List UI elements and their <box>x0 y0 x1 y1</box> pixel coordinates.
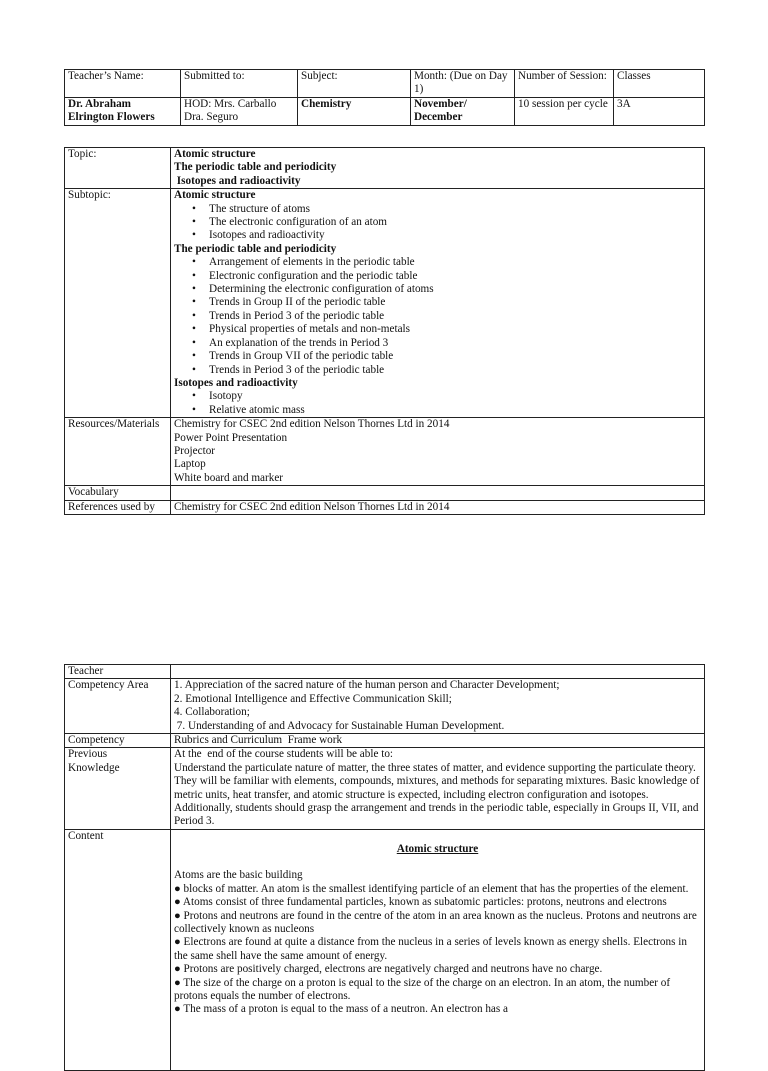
competency-area-list <box>171 679 705 734</box>
month-value: November/ December <box>411 97 515 125</box>
teacher-name-label: Teacher’s Name: <box>65 70 181 98</box>
previous-knowledge-text <box>171 748 705 829</box>
references-row <box>65 500 705 514</box>
month-label: Month: (Due on Day 1) <box>411 70 515 98</box>
list-item: • Isotopes and radioactivity <box>209 229 701 242</box>
list-item: • Trends in Period 3 of the periodic table <box>209 310 701 323</box>
subject-label: Subject: <box>298 70 411 98</box>
list-item: • Isotopy <box>209 390 701 403</box>
competency-area-item: 4. Collaboration; <box>174 706 250 719</box>
spacer <box>174 830 701 843</box>
value-row <box>65 97 705 125</box>
topic-item: Atomic structure <box>174 148 256 160</box>
previous-knowledge-label-line: Previous <box>68 748 108 761</box>
competency-area-item: 1. Appreciation of the sacred nature of the human person and Character Development; <box>174 679 560 692</box>
resource-item: Chemistry for CSEC 2nd edition Nelson Thornes Ltd in 2014 <box>174 418 450 431</box>
list-item: • An explanation of the trends in Period 3 <box>209 337 701 350</box>
submitted-to-value: HOD: Mrs. Carballo Dra. Seguro <box>181 97 298 125</box>
vocabulary-label: Vocabulary <box>65 486 171 500</box>
list-item: • The electronic configuration of an atom <box>209 216 701 229</box>
content-body <box>171 829 705 1070</box>
list-item: • Relative atomic mass <box>209 404 701 417</box>
content-paragraph: ● Electrons are found at quite a distance from the nucleus in a series of levels known as energy shells. Electrons in the same shell have the same amount of energy. <box>174 936 687 962</box>
list-item: • Electronic configuration and the periodic table <box>209 270 701 283</box>
subtopic-group-list <box>174 203 701 243</box>
content-paragraph: Atoms are the basic building <box>174 869 303 882</box>
teacher-name-value: Dr. Abraham Elrington Flowers <box>65 97 181 125</box>
content-paragraph: ● blocks of matter. An atom is the smallest identifying particle of an element that has the properties of the element. <box>174 882 689 895</box>
topic-list <box>171 148 705 189</box>
resource-item: White board and marker <box>174 471 284 484</box>
content-label: Content <box>65 829 171 1070</box>
teacher-label: Teacher <box>65 665 171 679</box>
classes-label: Classes <box>614 70 705 98</box>
teacher-row <box>65 665 705 679</box>
teacher-value <box>171 665 705 679</box>
subtopic-row <box>65 189 705 418</box>
subtopic-label: Subtopic: <box>65 189 171 418</box>
content-paragraph: ● Protons are positively charged, electrons are negatively charged and neutrons have no charge. <box>174 963 603 976</box>
topic-item: The periodic table and periodicity <box>174 161 337 174</box>
subtopic-group-list <box>174 256 701 377</box>
resources-row <box>65 418 705 486</box>
header-table <box>64 69 705 126</box>
content-paragraph: ● Protons and neutrons are found in the centre of the atom in an area known as the nucleus. Protons and neutrons are collectively known as nucleons <box>174 909 697 935</box>
competency-table <box>64 664 705 1071</box>
previous-knowledge-body: Understand the particulate nature of matter, the three states of matter, and evidence supporting the particulate theory. They will be familiar with elements, compounds, mixtures, and methods for separating mixtures. Basic knowledge of metric units, heat transfer, and atomic structure is expected, including electron configuration and isotopes. Additionally, students should grasp the arrangement and trends in the periodic table, especially in Groups II, VII, and Period 3. <box>174 761 700 828</box>
competency-area-item: 2. Emotional Intelligence and Effective Communication Skill; <box>174 692 452 705</box>
content-title: Atomic structure <box>396 842 479 855</box>
list-item: • Trends in Group II of the periodic table <box>209 296 701 309</box>
resources-label: Resources/Materials <box>65 418 171 486</box>
subject-value: Chemistry <box>298 97 411 125</box>
classes-value: 3A <box>614 97 705 125</box>
references-label: References used by <box>65 500 171 514</box>
list-item: • Physical properties of metals and non-metals <box>209 323 701 336</box>
competency-value: Rubrics and Curriculum Frame work <box>171 734 705 748</box>
content-row <box>65 829 705 1070</box>
subtopic-group-heading: Atomic structure <box>174 189 256 202</box>
content-paragraph: ● Atoms consist of three fundamental particles, known as subatomic particles: protons, neutrons and electrons <box>174 896 667 909</box>
subtopic-list <box>171 189 705 418</box>
submitted-to-label: Submitted to: <box>181 70 298 98</box>
topic-label: Topic: <box>65 148 171 189</box>
previous-knowledge-label <box>65 748 171 829</box>
topic-item: Isotopes and radioactivity <box>174 174 301 187</box>
content-paragraph: ● The size of the charge on a proton is equal to the size of the charge on an electron. In an atom, the number of protons equals the number of electrons. <box>174 976 671 1002</box>
resource-item: Projector <box>174 444 216 457</box>
topic-table <box>64 147 705 515</box>
vocabulary-value <box>171 486 705 500</box>
subtopic-group-heading: The periodic table and periodicity <box>174 242 337 255</box>
resource-item: Power Point Presentation <box>174 431 288 444</box>
list-item: • Trends in Group VII of the periodic table <box>209 350 701 363</box>
resources-list <box>171 418 705 486</box>
competency-label: Competency <box>65 734 171 748</box>
list-item: • Determining the electronic configuration of atoms <box>209 283 701 296</box>
competency-area-row <box>65 679 705 734</box>
content-paragraph: ● The mass of a proton is equal to the mass of a neutron. An electron has a <box>174 1003 509 1016</box>
subtopic-group-list <box>174 390 701 417</box>
topic-row <box>65 148 705 189</box>
list-item: • Trends in Period 3 of the periodic table <box>209 364 701 377</box>
references-value: Chemistry for CSEC 2nd edition Nelson Thornes Ltd in 2014 <box>171 500 705 514</box>
sessions-value: 10 session per cycle <box>515 97 614 125</box>
spacer <box>174 856 701 869</box>
competency-area-item: 7. Understanding of and Advocacy for Sustainable Human Development. <box>174 719 505 732</box>
resource-item: Laptop <box>174 458 206 471</box>
competency-area-label: Competency Area <box>65 679 171 734</box>
list-item: • The structure of atoms <box>209 203 701 216</box>
header-row <box>65 70 705 98</box>
sessions-label: Number of Session: <box>515 70 614 98</box>
list-item: • Arrangement of elements in the periodic table <box>209 256 701 269</box>
vocabulary-row <box>65 486 705 500</box>
previous-knowledge-label-line: Knowledge <box>68 761 120 774</box>
previous-knowledge-intro: At the end of the course students will be able to: <box>174 748 394 761</box>
subtopic-group-heading: Isotopes and radioactivity <box>174 376 298 389</box>
competency-row <box>65 734 705 748</box>
previous-knowledge-row <box>65 748 705 829</box>
